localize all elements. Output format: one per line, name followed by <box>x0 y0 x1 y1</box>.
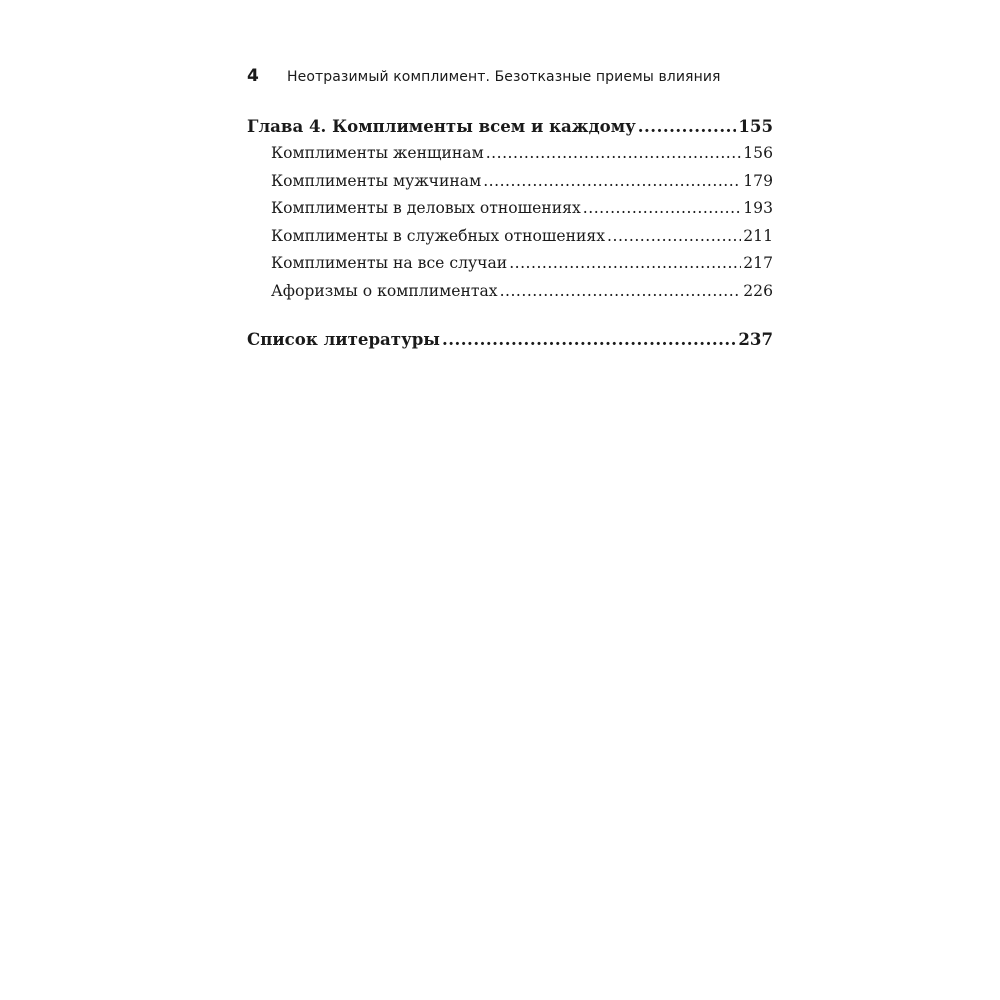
toc-dot-leader <box>583 199 741 217</box>
book-title: Неотразимый комплимент. Безотказные приемы влияния <box>287 69 721 85</box>
toc-entry-page: 155 <box>738 116 773 136</box>
toc-dot-leader <box>500 282 742 300</box>
toc-entry-label: Список литературы <box>247 329 440 349</box>
toc-section-entry[interactable] <box>247 172 773 200</box>
toc-entry-label: Комплименты на все случаи <box>271 254 508 272</box>
toc-dot-leader <box>509 254 741 272</box>
toc-entry-page: 179 <box>743 171 773 190</box>
page-number: 4 <box>247 66 259 86</box>
running-head <box>247 66 787 92</box>
toc-entry-page: 237 <box>738 329 773 349</box>
toc-dot-leader <box>607 227 741 245</box>
toc-section-entry[interactable] <box>247 144 773 172</box>
toc-entry-label: Глава 4. Комплименты всем и каждому <box>247 116 636 136</box>
toc-entry-label: Комплименты в служебных отношениях <box>271 226 606 245</box>
toc-entry-label: Комплименты в деловых отношениях <box>271 199 581 217</box>
toc-dot-leader <box>483 172 741 190</box>
toc-bibliography-entry[interactable] <box>247 329 773 357</box>
toc-chapter-entry[interactable] <box>247 116 773 144</box>
toc-section-entry[interactable] <box>247 227 773 255</box>
toc-entry-page: 211 <box>743 226 773 245</box>
toc-entry-label: Комплименты женщинам <box>271 144 484 162</box>
toc-dot-leader <box>638 116 737 136</box>
toc-section-entry[interactable] <box>247 254 773 282</box>
toc-section-entry[interactable] <box>247 199 773 227</box>
toc-entry-label: Комплименты мужчинам <box>271 171 482 190</box>
toc-section-entry[interactable] <box>247 282 773 310</box>
toc-dot-leader <box>486 144 742 162</box>
toc-entry-page: 193 <box>743 199 773 217</box>
toc-entry-page: 226 <box>743 281 773 300</box>
toc-entry-page: 156 <box>743 144 773 162</box>
toc-dot-leader <box>442 329 736 349</box>
toc-entry-page: 217 <box>743 254 773 272</box>
toc-entry-label: Афоризмы о комплиментах <box>271 281 498 300</box>
table-of-contents <box>247 116 773 357</box>
